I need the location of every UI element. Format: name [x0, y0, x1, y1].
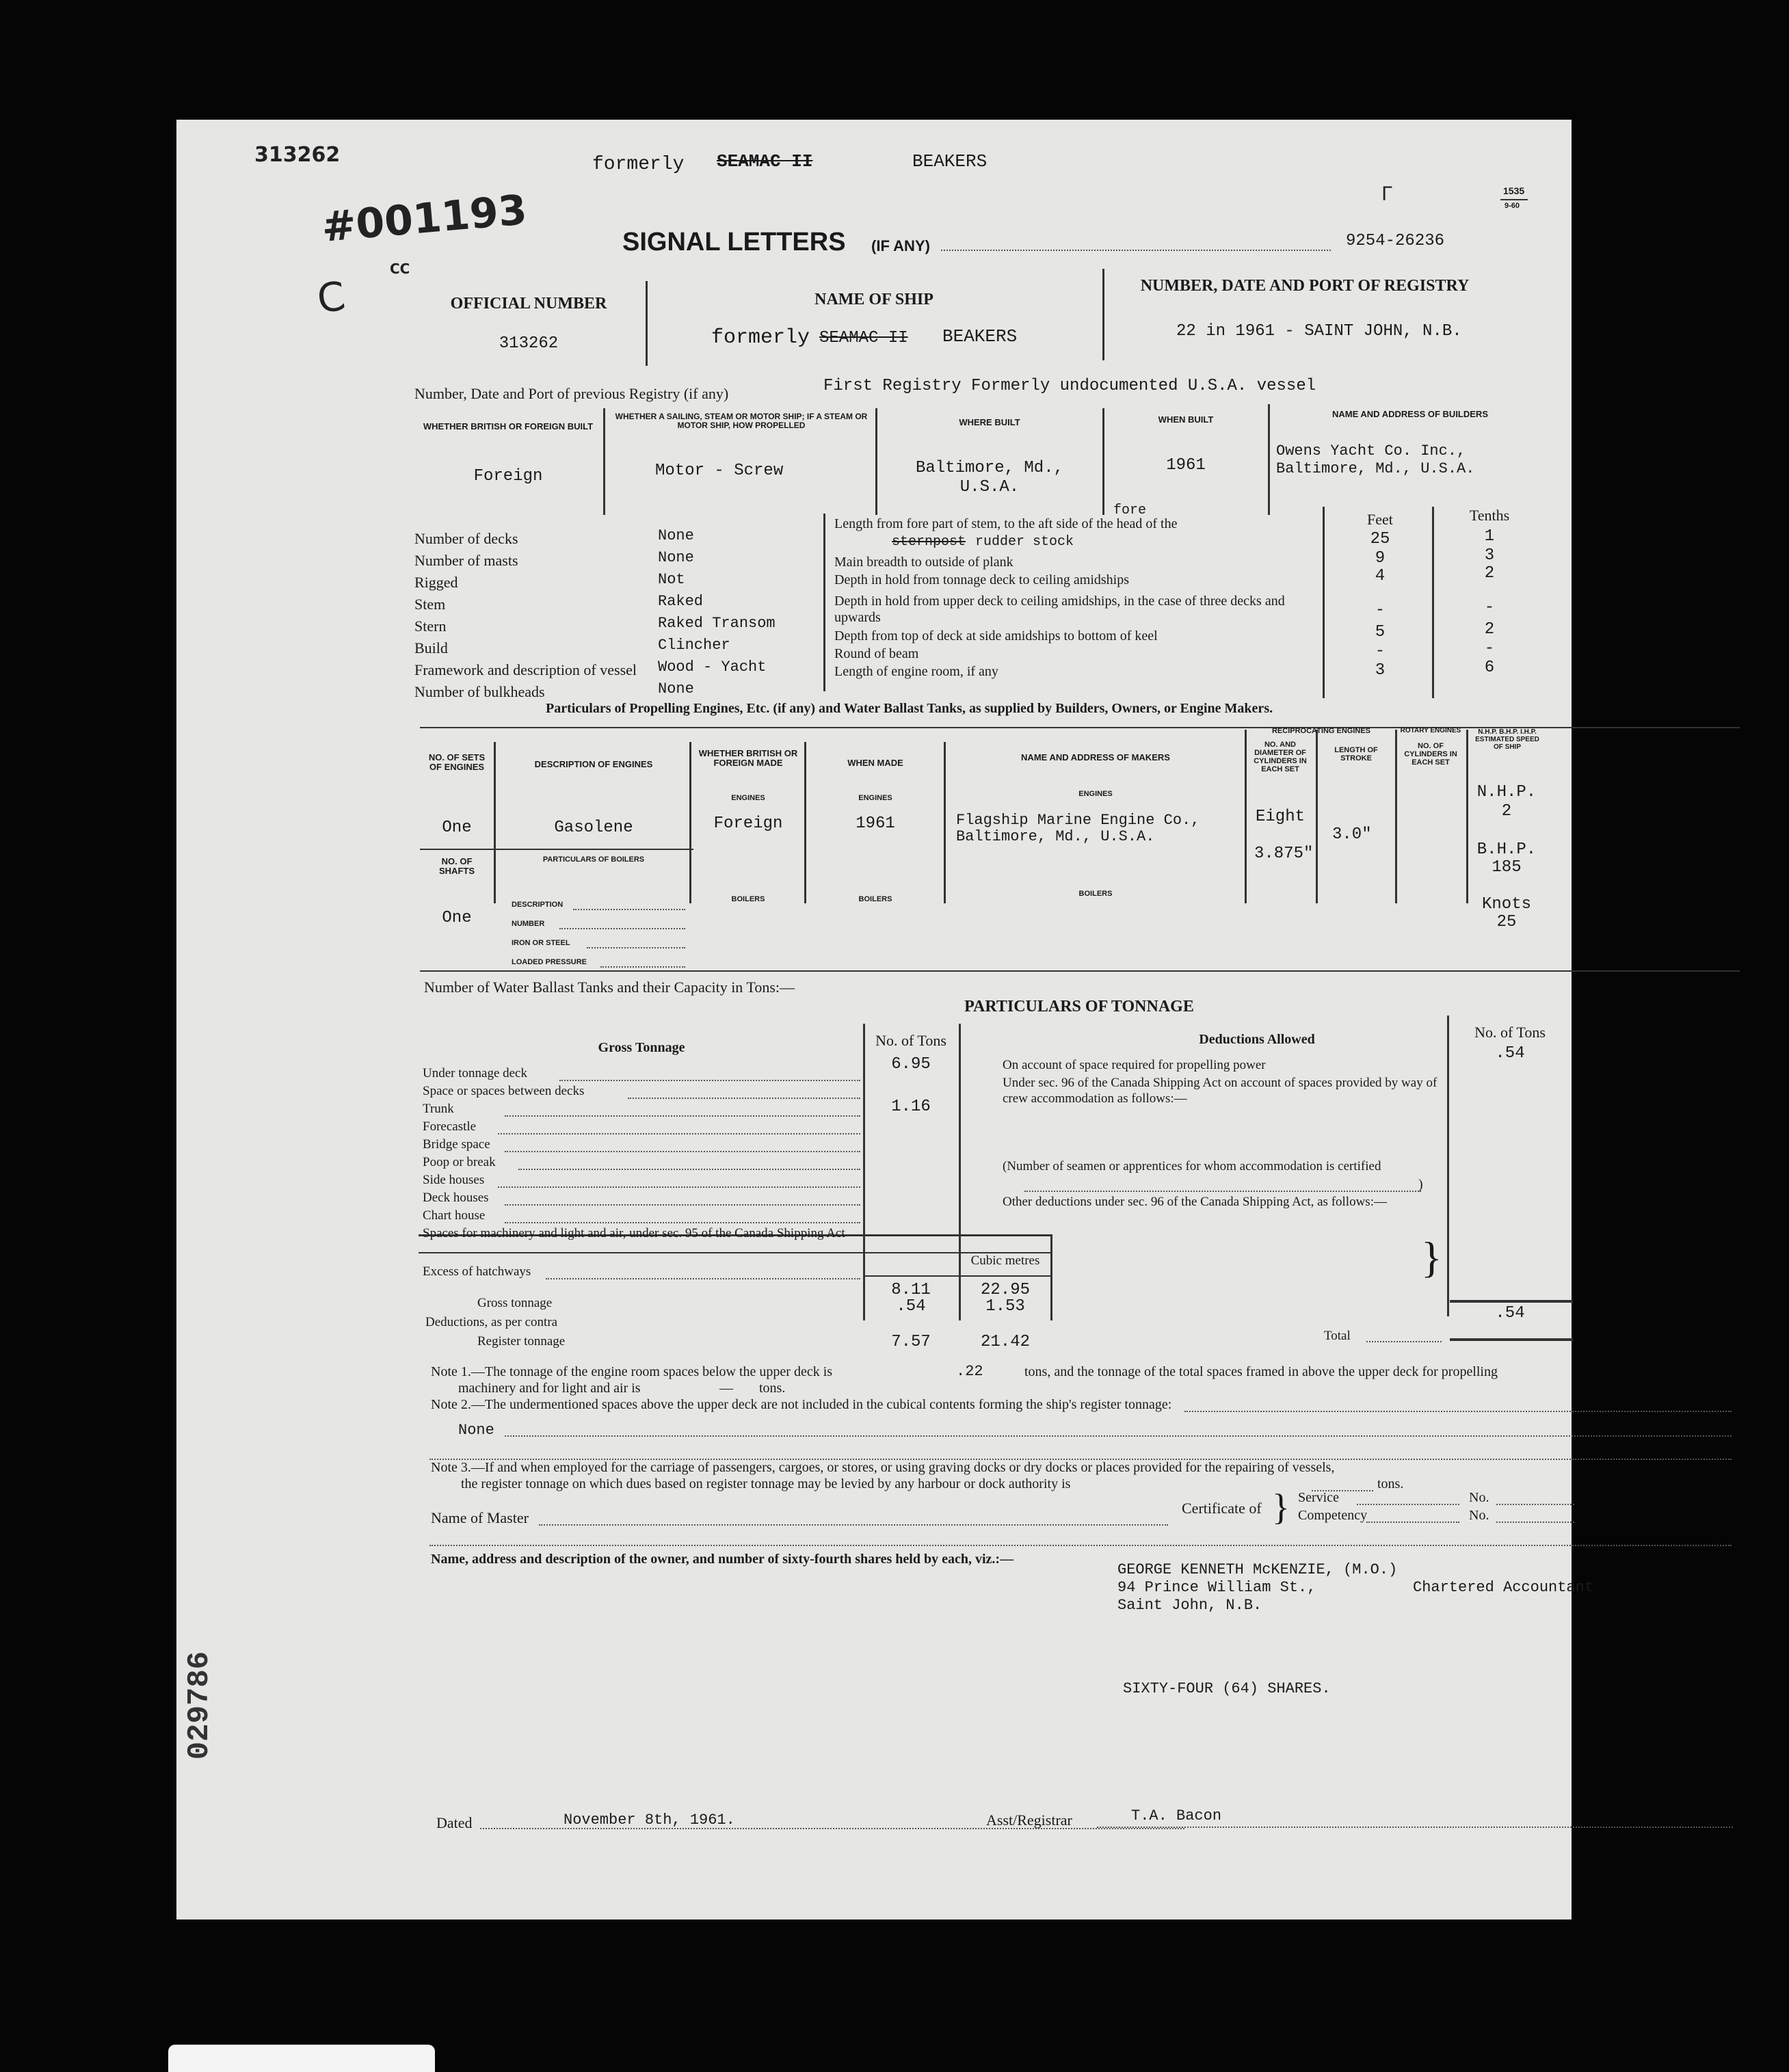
signal-letters-suffix: (IF ANY) — [871, 237, 930, 254]
formerly-label-top: formerly — [592, 154, 685, 175]
competency-label: Competency — [1298, 1508, 1368, 1523]
dim-tenths-length: 1 — [1484, 527, 1495, 546]
current-name-top: BEAKERS — [912, 151, 988, 172]
registrar-label: Asst/Registrar — [986, 1811, 1072, 1829]
stamp-number: 029786 — [183, 1651, 217, 1760]
register-tonnage-label: Register tonnage — [477, 1334, 566, 1349]
dim-label-keel: Depth from top of deck at side amidships to bottom of keel — [834, 628, 1158, 643]
dim-feet-round: - — [1375, 642, 1386, 661]
note3-b: the register tonnage on which dues based on register tonnage may be levied by any harbour or dock authority is — [461, 1476, 1071, 1491]
ded-other: Other deductions under sec. 96 of the Canada Shipping Act, as follows:— — [1003, 1195, 1387, 1209]
british-foreign-label: WHETHER BRITISH OR FOREIGN BUILT — [423, 421, 594, 431]
ded-bracket: } — [1421, 1233, 1442, 1281]
note1-b: tons, and the tonnage of the total spaces framed in above the upper deck for propelling — [1024, 1364, 1498, 1379]
when-made-label: WHEN MADE — [847, 758, 903, 768]
builders-line2: Baltimore, Md., U.S.A. — [1276, 460, 1475, 477]
date: November 8th, 1961. — [564, 1811, 735, 1829]
certificate-label: Certificate of — [1182, 1500, 1262, 1517]
owner-address2: Saint John, N.B. — [1117, 1597, 1262, 1614]
desc-label-framework: Framework and description of vessel — [414, 661, 637, 678]
boiler-pressure: LOADED PRESSURE — [512, 958, 587, 966]
makers-label: NAME AND ADDRESS OF MAKERS — [1021, 752, 1170, 762]
registry-label: NUMBER, DATE AND PORT OF REGISTRY — [1140, 277, 1470, 295]
cylinder-diameter: 3.875" — [1254, 845, 1314, 863]
previous-registry-label: Number, Date and Port of previous Registry (if any) — [414, 385, 729, 402]
dated-label: Dated — [436, 1814, 473, 1831]
bhp: 185 — [1492, 858, 1522, 877]
desc-label-rigged: Rigged — [414, 574, 458, 591]
dim-feet-depth-upper: - — [1375, 601, 1386, 620]
official-number-label: OFFICIAL NUMBER — [450, 295, 607, 313]
form-suffix: 9-60 — [1505, 202, 1520, 210]
tons-label: No. of Tons — [875, 1032, 946, 1049]
nhp-label: N.H.P. — [1476, 783, 1537, 801]
tonnage-item-side-houses: Side houses — [423, 1173, 485, 1187]
boilers-label: PARTICULARS OF BOILERS — [542, 855, 645, 864]
builders-label: NAME AND ADDRESS OF BUILDERS — [1332, 409, 1488, 419]
ded-tons-label: No. of Tons — [1474, 1024, 1546, 1041]
register-cubic: 21.42 — [980, 1333, 1030, 1351]
dim-tenths-breadth: 3 — [1484, 546, 1495, 565]
desc-label-stern: Stern — [414, 617, 447, 635]
when-made-sub: ENGINES — [858, 794, 892, 802]
cylinders: Eight — [1256, 808, 1306, 826]
desc-value-rigged: Not — [658, 571, 685, 588]
competency-no-label: No. — [1469, 1508, 1489, 1523]
engine-description: Gasolene — [554, 819, 633, 837]
former-name-top: SEAMAC II — [717, 151, 813, 172]
feet-label: Feet — [1367, 511, 1393, 528]
when-built-label: WHEN BUILT — [1158, 414, 1214, 425]
when-made: 1961 — [856, 814, 895, 833]
ded-crew: Under sec. 96 of the Canada Shipping Act on account of spaces provided by way of crew accommodation as follows:— — [1003, 1076, 1437, 1106]
tonnage-item-deck-houses: Deck houses — [423, 1191, 489, 1205]
dim-feet-length: 25 — [1370, 530, 1390, 548]
tonnage-item-machinery: Spaces for machinery and light and air, under sec. 95 of the Canada Shipping Act — [423, 1226, 845, 1240]
note2: Note 2.—The undermentioned spaces above the upper deck are not included in the cubical contents forming the ship's register tonnage: — [431, 1397, 1172, 1412]
certificate-bracket: } — [1272, 1487, 1290, 1528]
tenths-label: Tenths — [1469, 507, 1510, 524]
knots: 25 — [1496, 913, 1517, 931]
form-rule — [1500, 199, 1528, 200]
recip-label: RECIPROCATING ENGINES — [1271, 727, 1371, 735]
dim-label-depth-upper: Depth in hold from upper deck to ceiling amidships, in the case of three decks and upwards — [834, 594, 1285, 625]
desc-label-decks: Number of decks — [414, 530, 518, 547]
scan-label-tab — [168, 2045, 435, 2072]
note3-a: Note 3.—If and when employed for the carriage of passengers, cargoes, or stores, or using graving docks or dry docks or places provided for the repairing of vessels, — [431, 1460, 1335, 1475]
dim-feet-depth: 4 — [1375, 567, 1386, 585]
deduction-cubic: 1.53 — [985, 1297, 1025, 1316]
boiler-origin-sub: BOILERS — [731, 895, 765, 903]
dim-label-breadth: Main breadth to outside of plank — [834, 555, 1013, 570]
sets-value: One — [442, 819, 472, 837]
handwritten-number: 313262 — [254, 143, 341, 167]
propulsion-label: WHETHER A SAILING, STEAM OR MOTOR SHIP; IF A STEAM OR MOTOR SHIP, HOW PROPELLED — [615, 412, 868, 431]
tonnage-under-deck-value: 6.95 — [891, 1055, 931, 1074]
scribble-mark: ᒥ — [1381, 183, 1392, 205]
dim-tenths-depth-upper: - — [1484, 598, 1495, 617]
note1-value: .22 — [956, 1363, 983, 1380]
boiler-description: DESCRIPTION — [512, 901, 564, 909]
length-fore: fore — [1113, 503, 1147, 518]
where-built: Baltimore, Md., U.S.A. — [915, 459, 1064, 496]
length-rudder: rudder stock — [975, 534, 1074, 550]
nhp: 2 — [1501, 802, 1512, 821]
length-sternpost: sternpost — [892, 534, 966, 550]
dim-tenths-round: - — [1484, 639, 1495, 658]
dim-feet-keel: 5 — [1375, 623, 1386, 641]
deductions-row-label: Deductions, as per contra — [425, 1315, 558, 1329]
water-ballast-label: Number of Water Ballast Tanks and their Capacity in Tons:— — [424, 979, 795, 996]
tonnage-item-hatchways: Excess of hatchways — [423, 1264, 531, 1279]
shafts: One — [442, 909, 472, 927]
rotary-label: ROTARY ENGINES — [1400, 727, 1461, 734]
boiler-iron-steel: IRON OR STEEL — [512, 939, 570, 947]
gross-label: Gross Tonnage — [598, 1040, 685, 1055]
registrar-name: T.A. Bacon — [1131, 1807, 1222, 1824]
signal-letters-label: SIGNAL LETTERS — [622, 228, 846, 256]
stroke-label: LENGTH OF STROKE — [1334, 746, 1378, 763]
note3-c: tons. — [1377, 1476, 1404, 1491]
dim-label-engine-room: Length of engine room, if any — [834, 664, 998, 679]
service-no-label: No. — [1469, 1490, 1489, 1505]
owner-name: GEORGE KENNETH McKENZIE, (M.O.) — [1117, 1561, 1398, 1578]
desc-value-build: Clincher — [658, 637, 730, 654]
note1-dash: — — [719, 1381, 733, 1396]
propulsion: Motor - Screw — [655, 462, 784, 480]
owner-address1: 94 Prince William St., — [1117, 1579, 1316, 1596]
engine-origin-label: WHETHER BRITISH OR FOREIGN MADE — [698, 748, 798, 769]
gross-cubic: 22.95 — [980, 1281, 1030, 1299]
when-built: 1961 — [1166, 456, 1206, 475]
desc-value-decks: None — [658, 527, 694, 544]
handwritten-mark: C — [314, 272, 349, 323]
form-number: 1535 — [1503, 185, 1525, 196]
ded-propelling: On account of space required for propelling power — [1003, 1058, 1266, 1072]
desc-label-stem: Stem — [414, 596, 446, 613]
power-label: N.H.P. B.H.P. I.H.P. ESTIMATED SPEED OF SHIP — [1475, 728, 1539, 751]
where-built-label: WHERE BUILT — [959, 417, 1020, 427]
total-value: .54 — [1495, 1304, 1525, 1323]
desc-label-masts: Number of masts — [414, 552, 518, 569]
ded-seamen: (Number of seamen or apprentices for whom accommodation is certified — [1003, 1159, 1381, 1173]
total-label: Total — [1324, 1329, 1351, 1343]
tonnage-item-under-deck: Under tonnage deck — [423, 1066, 527, 1080]
note2-value: None — [458, 1422, 494, 1439]
dim-tenths-depth: 2 — [1484, 564, 1495, 583]
desc-value-bulkheads: None — [658, 680, 694, 698]
makers-line1: Flagship Marine Engine Co., — [956, 812, 1200, 829]
dim-feet-engine-room: 3 — [1375, 661, 1386, 680]
corner-mark: CC — [390, 261, 410, 277]
desc-value-stern: Raked Transom — [658, 615, 776, 632]
british-foreign: Foreign — [473, 467, 543, 486]
formerly-label: formerly — [711, 326, 810, 349]
ded-propelling-value: .54 — [1495, 1044, 1525, 1063]
previous-registry: First Registry Formerly undocumented U.S.A. vessel — [823, 377, 1316, 395]
note1-a: Note 1.—The tonnage of the engine room spaces below the upper deck is — [431, 1364, 833, 1379]
owner-shares: SIXTY-FOUR (64) SHARES. — [1123, 1680, 1331, 1697]
makers-sub: ENGINES — [1078, 790, 1113, 798]
deductions-label: Deductions Allowed — [1199, 1032, 1315, 1047]
sets-label: NO. OF SETS OF ENGINES — [428, 752, 486, 773]
tonnage-item-forecastle: Forecastle — [423, 1119, 477, 1134]
dim-tenths-engine-room: 6 — [1484, 659, 1495, 677]
desc-value-masts: None — [658, 549, 694, 566]
desc-value-framework: Wood - Yacht — [658, 659, 767, 676]
makers-line2: Baltimore, Md., U.S.A. — [956, 828, 1155, 845]
ship-name: BEAKERS — [942, 326, 1018, 347]
builders-line1: Owens Yacht Co. Inc., — [1276, 442, 1466, 460]
tonnage-title: PARTICULARS OF TONNAGE — [964, 998, 1194, 1015]
dim-label-depth: Depth in hold from tonnage deck to ceiling amidships — [834, 572, 1130, 587]
dim-label-round: Round of beam — [834, 646, 919, 661]
official-number: 313262 — [499, 334, 559, 353]
register-tons: 7.57 — [891, 1333, 931, 1351]
shafts-label: NO. OF SHAFTS — [439, 856, 475, 877]
tonnage-item-between-decks: Space or spaces between decks — [423, 1084, 585, 1098]
tonnage-item-poop: Poop or break — [423, 1155, 496, 1169]
gross-tonnage-label: Gross tonnage — [477, 1296, 553, 1310]
ship-name-label: NAME OF SHIP — [814, 291, 933, 308]
tonnage-item-bridge: Bridge space — [423, 1137, 490, 1152]
cylinders-label: NO. AND DIAMETER OF CYLINDERS IN EACH SET — [1254, 741, 1307, 774]
note1-c: machinery and for light and air is — [458, 1381, 641, 1396]
tonnage-trunk-value: 1.16 — [891, 1098, 931, 1116]
length-text: Length from fore part of stem, to the aft side of the head of the — [834, 516, 1178, 531]
gross-tons: 8.11 — [891, 1281, 931, 1299]
desc-value-stem: Raked — [658, 593, 704, 610]
master-label: Name of Master — [431, 1509, 529, 1526]
when-made-boilers-sub: BOILERS — [858, 895, 892, 903]
signal-number: 9254-26236 — [1346, 232, 1445, 250]
registry-document — [176, 120, 1594, 1920]
dim-feet-breadth: 9 — [1375, 549, 1386, 568]
desc-label-bulkheads: Number of bulkheads — [414, 683, 545, 700]
cubic-label: Cubic metres — [970, 1253, 1040, 1268]
engines-title: Particulars of Propelling Engines, Etc. (if any) and Water Ballast Tanks, as supplied by Builders, Owners, or Engine Makers. — [546, 701, 1273, 716]
former-ship-name: SEAMAC II — [819, 329, 908, 347]
boiler-number: NUMBER — [512, 920, 545, 928]
tonnage-item-chart-house: Chart house — [423, 1208, 486, 1223]
engine-origin-sub: ENGINES — [731, 794, 765, 802]
owner-label: Name, address and description of the owner, and number of sixty-fourth shares held by each, viz.:— — [431, 1552, 1014, 1567]
engine-origin: Foreign — [713, 814, 783, 833]
knots-label: Knots — [1481, 895, 1531, 914]
desc-label-build: Build — [414, 639, 448, 656]
dim-tenths-keel: 2 — [1484, 620, 1495, 639]
deduction-tons: .54 — [896, 1297, 926, 1316]
engine-description-label: DESCRIPTION OF ENGINES — [534, 759, 653, 769]
note1-d: tons. — [759, 1381, 786, 1396]
tonnage-item-trunk: Trunk — [423, 1102, 454, 1116]
rotary-cylinders-label: NO. OF CYLINDERS IN EACH SET — [1404, 742, 1457, 767]
file-number: #001193 — [319, 186, 529, 252]
owner-occupation: Chartered Accountant — [1413, 1579, 1594, 1596]
bhp-label: B.H.P. — [1476, 840, 1537, 859]
ded-seamen-bracket: ) — [1418, 1177, 1423, 1192]
service-label: Service — [1298, 1490, 1339, 1505]
makers-boilers-sub: BOILERS — [1078, 890, 1113, 898]
registry: 22 in 1961 - SAINT JOHN, N.B. — [1176, 322, 1462, 341]
stroke: 3.0" — [1332, 825, 1372, 844]
